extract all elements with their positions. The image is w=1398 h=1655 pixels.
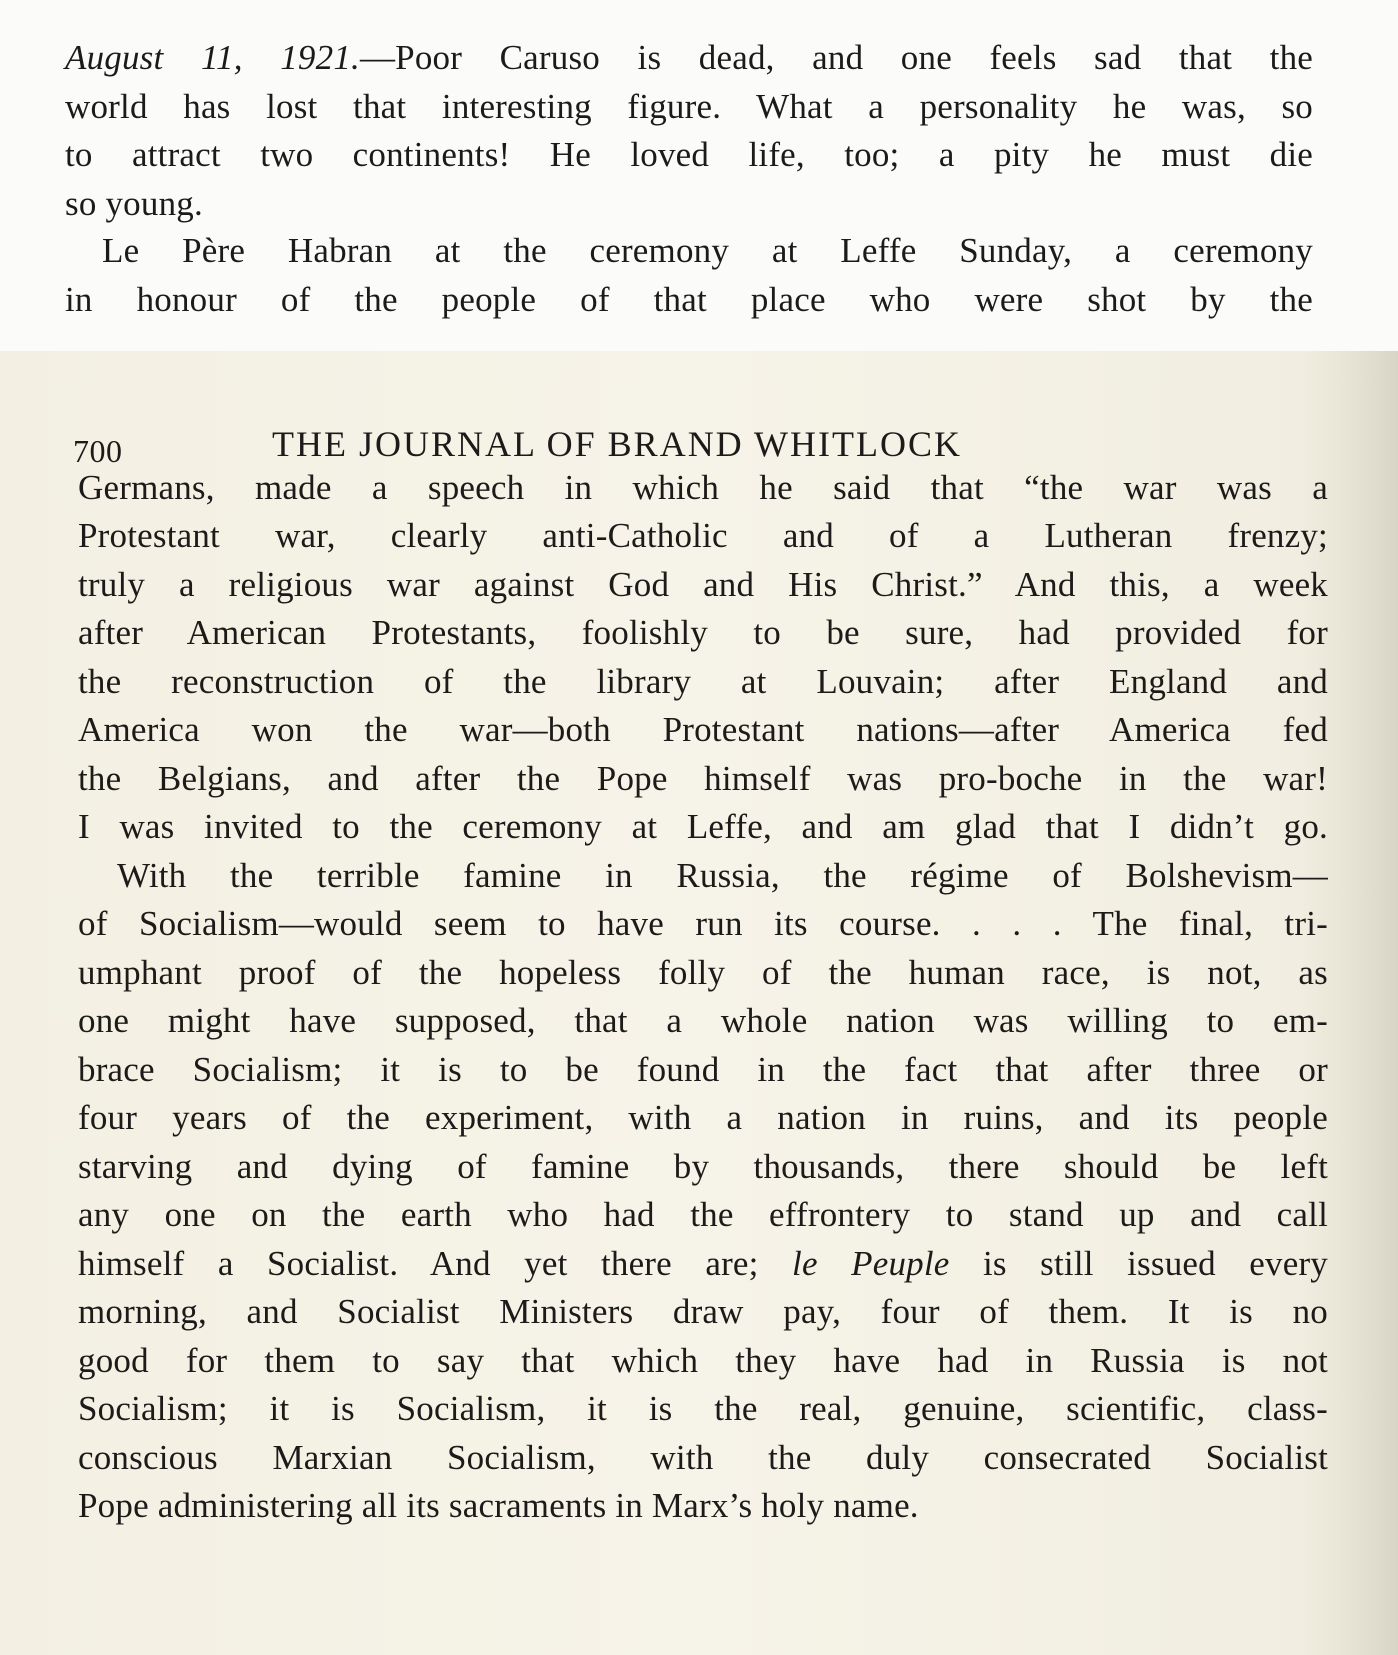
text-line: of Socialism—would seem to have run its course. . . . The final, tri- <box>78 904 1328 943</box>
text-line: conscious Marxian Socialism, with the duly consecrated Socialist <box>78 1438 1328 1477</box>
text-line: one might have supposed, that a whole nation was willing to em- <box>78 1001 1328 1040</box>
text-line: I was invited to the ceremony at Leffe, and am glad that I didn’t go. <box>78 807 1328 846</box>
text-line: to attract two continents! He loved life, too; a pity he must die <box>65 135 1313 174</box>
text-line: four years of the experiment, with a nation in ruins, and its people <box>78 1098 1328 1137</box>
text-line: after American Protestants, foolishly to be sure, had provided for <box>78 613 1328 652</box>
running-head: THE JOURNAL OF BRAND WHITLOCK <box>272 424 962 464</box>
text-line: in honour of the people of that place who were shot by the <box>65 280 1313 319</box>
text-line: America won the war—both Protestant nations—after America fed <box>78 710 1328 749</box>
newspaper-title: le Peuple <box>792 1244 950 1283</box>
entry-date: August 11, 1921. <box>65 38 360 77</box>
text-line: Protestant war, clearly anti-Catholic and of a Lutheran frenzy; <box>78 516 1328 555</box>
text-line: brace Socialism; it is to be found in the fact that after three or <box>78 1050 1328 1089</box>
text-line: Socialism; it is Socialism, it is the real, genuine, scientific, class- <box>78 1389 1328 1428</box>
text-line: Germans, made a speech in which he said that “the war was a <box>78 468 1328 507</box>
text-line: Le Père Habran at the ceremony at Leffe Sunday, a ceremony <box>102 231 1313 270</box>
text-line: umphant proof of the hopeless folly of the human race, is not, as <box>78 953 1328 992</box>
text-line: any one on the earth who had the effrontery to stand up and call <box>78 1195 1328 1234</box>
text-line: August 11, 1921.—Poor Caruso is dead, and one feels sad that the <box>65 38 1314 77</box>
text-line: the reconstruction of the library at Louvain; after England and <box>78 662 1328 701</box>
page-number: 700 <box>73 433 123 469</box>
text-line: good for them to say that which they have had in Russia is not <box>78 1341 1328 1380</box>
text-line: so young. <box>65 184 203 223</box>
text-line: the Belgians, and after the Pope himself was pro-boche in the war! <box>78 759 1328 798</box>
text-line: With the terrible famine in Russia, the régime of Bolshevism— <box>117 856 1328 895</box>
text-line: himself a Socialist. And yet there are; le Peuple is still issued every <box>78 1244 1328 1283</box>
text-line: starving and dying of famine by thousands, there should be left <box>78 1147 1328 1186</box>
text-line: morning, and Socialist Ministers draw pay, four of them. It is no <box>78 1292 1328 1331</box>
text-line: Pope administering all its sacraments in Marx’s holy name. <box>78 1486 919 1525</box>
text-line: world has lost that interesting figure. What a personality he was, so <box>65 87 1313 126</box>
text-line: truly a religious war against God and His Christ.” And this, a week <box>78 565 1328 604</box>
